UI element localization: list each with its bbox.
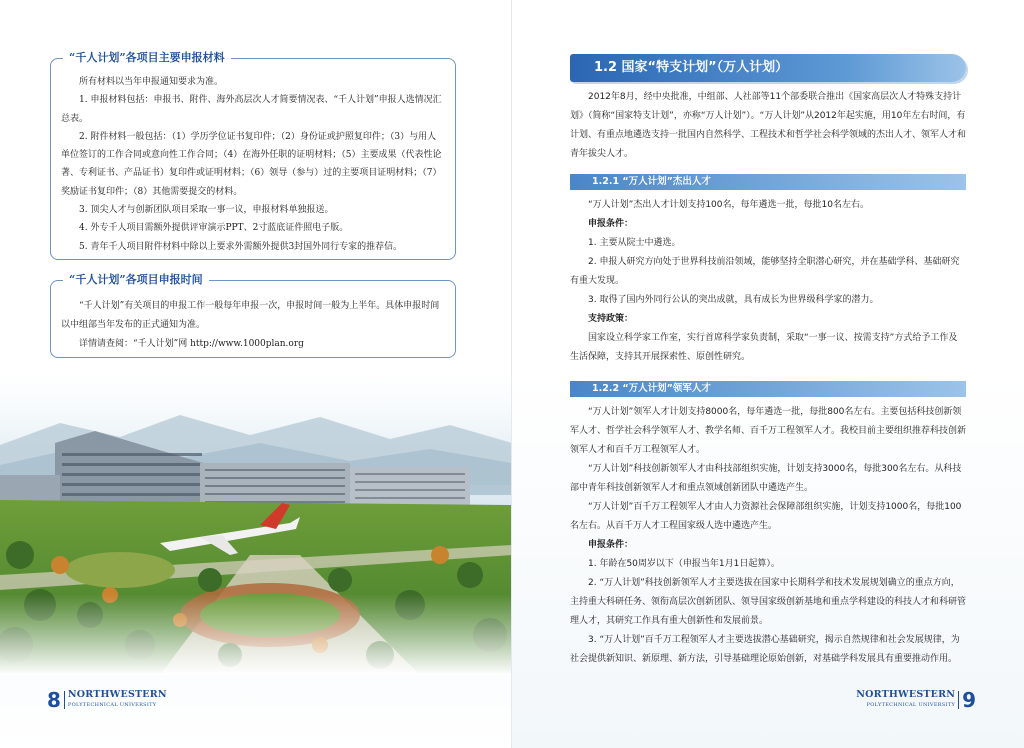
left-footer <box>47 689 167 711</box>
campus-photo <box>0 405 512 675</box>
title-rule <box>251 280 435 281</box>
page-number: 9 <box>962 688 976 712</box>
footer-separator <box>64 691 65 709</box>
subsection-title-1: 1.2.1 “万人计划”杰出人才 <box>592 176 711 187</box>
paragraph: 5. 青年千人项目附件材料中除以上要求外需额外提供3封国外同行专家的推荐信。 <box>79 241 403 252</box>
paragraph: 2. 申报人研究方向处于世界科技前沿领域，能够坚持全职潜心研究，并在基础学科、基础研究有重大发现。 <box>570 257 960 286</box>
subsection-body-1 <box>570 196 966 367</box>
university-name: NORTHWESTERN <box>67 689 167 700</box>
subsection-heading-1 <box>570 174 966 190</box>
paragraph: 所有材料以当年申报通知要求为准。 <box>79 77 224 87</box>
intro-text: 2012年8月，经中央批准，中组部、人社部等11个部委联合推出《国家高层次人才特殊支持计划》（简称“国家特支计划”，亦称“万人计划”）。“万人计划”从2012年起实施，用10年左右时间，有计划、有重点地遴选支持一批国内自然科学、工程技术和哲学社会科学领域的杰出人才、领军人才和青年拔尖人才。 <box>570 92 967 159</box>
section-heading <box>570 54 966 82</box>
subsection-title-2: 1.2.2 “万人计划”领军人才 <box>592 383 711 394</box>
application-time-title: “千人计划”各项目申报时间 <box>63 272 209 288</box>
paragraph: 3. 顶尖人才与创新团队项目采取一事一议，申报材料单独报送。 <box>79 205 334 216</box>
paragraph: 2. 附件材料一般包括：（1）学历学位证书复印件；（2）身份证或护照复印件；（3）与用人单位签订的工作合同或意向性工作合同；（4）在海外任职的证明材料；（5）主要成果（代表性论著、专利证书、产品证书）复印件或证明材料；（6）领导（参与）过的主要项目证明材料；（7）奖励证书复印件；（8）其他需要提交的材料。 <box>61 131 442 197</box>
paragraph: 3. “万人计划”百千万工程领军人才主要选拔潜心基础研究，揭示自然规律和社会发展规律，为社会提供新知识、新原理、新方法，引导基础理论原始创新，对基础学科发展具有重要推动作用。 <box>570 635 960 664</box>
paragraph: 国家设立科学家工作室，实行首席科学家负责制，采取“一事一议、按需支持”方式给予工作及生活保障，支持其开展探索性、原创性研究。 <box>570 333 958 362</box>
right-footer <box>856 689 976 711</box>
application-materials-box <box>50 51 456 260</box>
paragraph: 3. 取得了国内外同行公认的突出成就，具有成长为世界级科学家的潜力。 <box>588 295 879 305</box>
page-number: 8 <box>47 688 61 712</box>
paragraph: “万人计划”领军人才计划支持8000名，每年遴选一批，每批800名左右。主要包括科技创新领军人才、哲学社会科学领军人才、教学名师、百千万工程领军人才。我校目前主要组织推荐科技创新领军人才和百千万工程领军人才。 <box>570 407 967 455</box>
paragraph: 详情请查阅：“千人计划”网 http://www.1000plan.org <box>79 339 304 349</box>
application-time-box <box>50 273 456 358</box>
application-materials-body <box>61 73 445 256</box>
subsection-heading-2 <box>570 381 966 397</box>
subsection-body-2 <box>570 403 966 669</box>
paragraph: 1. 主要从院士中遴选。 <box>588 238 681 248</box>
paragraph: “万人计划”百千万工程领军人才由人力资源社会保障部组织实施，计划支持1000名，每批100名左右。从百千万人才工程国家级人选中遴选产生。 <box>570 502 962 531</box>
paragraph: 1. 年龄在50周岁以下（申报当年1月1日起算）。 <box>588 559 780 569</box>
paragraph: 支持政策： <box>588 314 634 324</box>
paragraph: 申报条件： <box>588 219 634 229</box>
intro-paragraph <box>570 88 966 164</box>
paragraph: 申报条件： <box>588 540 634 550</box>
paragraph: 4. 外专千人项目需额外提供评审演示PPT、2寸蓝底证件照电子版。 <box>79 223 349 234</box>
application-materials-title: “千人计划”各项目主要申报材料 <box>63 50 231 66</box>
paragraph: 2. “万人计划”科技创新领军人才主要选拔在国家中长期科学和技术发展规划确立的重点方向，主持重大科研任务、领衔高层次创新团队、领导国家级创新基地和重点学科建设的科技人才和科研管理人才，其研究工作具有重大创新性和发展前景。 <box>570 578 967 626</box>
application-time-body <box>61 297 445 354</box>
paragraph: “万人计划”科技创新领军人才由科技部组织实施，计划支持3000名，每批300名左右。从科技部中青年科技创新领军人才和重点领域创新团队中遴选产生。 <box>570 464 962 493</box>
university-subname: POLYTECHNICAL UNIVERSITY <box>67 702 157 708</box>
footer-separator <box>958 691 959 709</box>
university-logo-text <box>68 690 167 710</box>
right-page <box>512 0 1024 748</box>
title-rule <box>251 58 435 59</box>
paragraph: “千人计划”有关项目的申报工作一般每年申报一次，申报时间一般为上半年。具体申报时间以中组部当年发布的正式通知为准。 <box>61 301 440 330</box>
paragraph: “万人计划”杰出人才计划支持100名，每年遴选一批，每批10名左右。 <box>588 200 869 210</box>
university-subname: POLYTECHNICAL UNIVERSITY <box>866 702 956 708</box>
university-name: NORTHWESTERN <box>856 689 956 700</box>
university-logo-text <box>856 690 955 710</box>
section-title: 1.2 国家“特支计划”（万人计划） <box>594 60 789 75</box>
paragraph: 1. 申报材料包括：申报书、附件、海外高层次人才简要情况表、“千人计划”申报人选情况汇总表。 <box>61 95 442 124</box>
